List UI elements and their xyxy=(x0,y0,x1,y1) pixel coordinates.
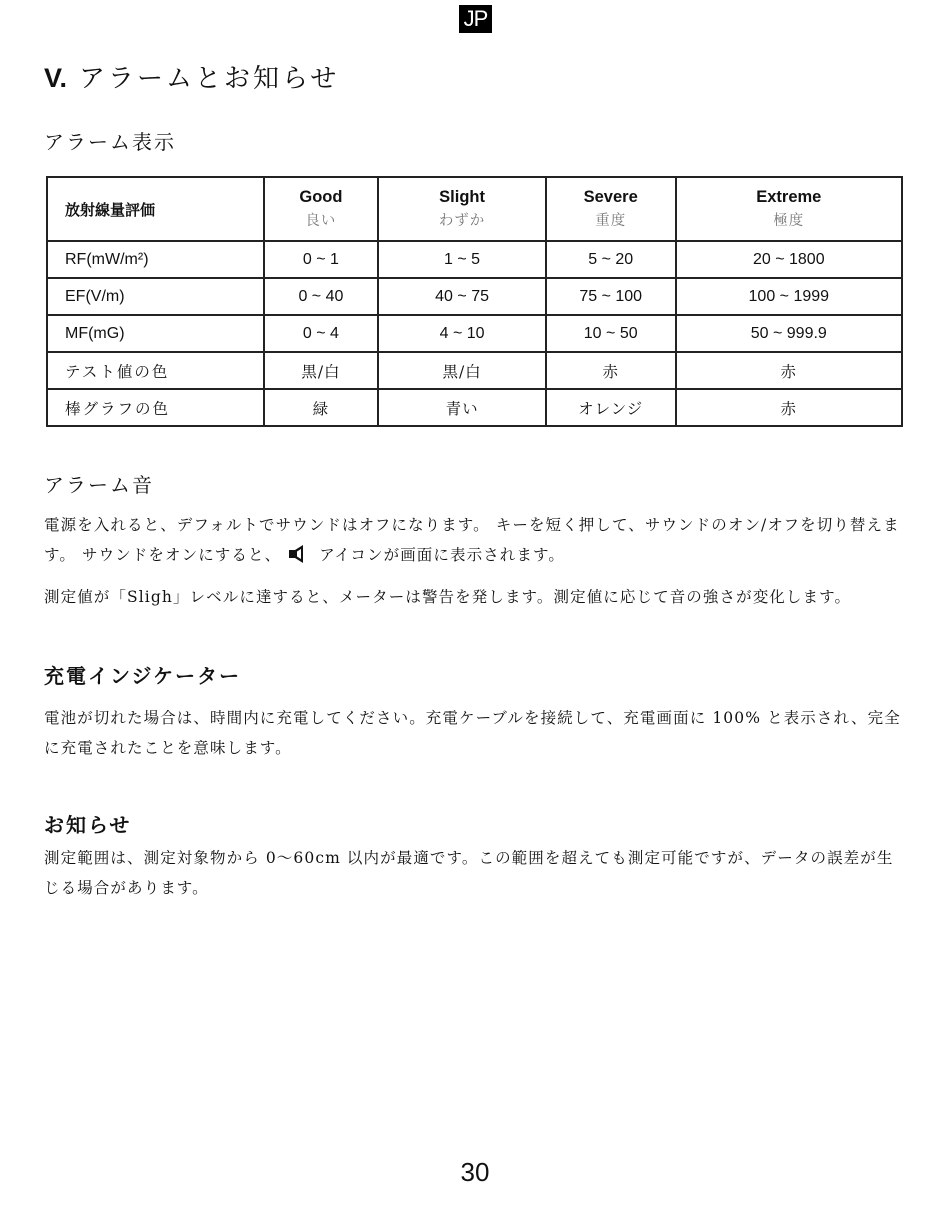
charging-heading: 充電インジケーター xyxy=(44,664,242,688)
language-badge: JP xyxy=(459,5,492,33)
table-row-rf xyxy=(47,241,902,278)
table-cell: 100 ~ 1999 xyxy=(676,278,902,315)
alarm-sound-text-after-icon: アイコンが画面に表示されます。 xyxy=(319,546,565,564)
table-cell: 青い xyxy=(378,389,546,426)
chapter-title-text: アラームとお知らせ xyxy=(79,64,340,94)
alarm-table-header-row xyxy=(47,177,902,241)
notice-paragraph: 測定範囲は、測定対象物から 0〜60cm 以内が最適です。この範囲を超えても測定可能ですが、データの誤差が生じる場合があります。 xyxy=(44,849,894,897)
alarm-sound-heading: アラーム音 xyxy=(44,473,154,497)
table-cell: 50 ~ 999.9 xyxy=(676,315,902,352)
row-label: EF(V/m) xyxy=(47,278,264,315)
page-number: 30 xyxy=(460,1157,490,1187)
chapter-title xyxy=(44,58,339,99)
chapter-number: V. xyxy=(44,63,68,93)
row-label: RF(mW/m²) xyxy=(47,241,264,278)
level-name-jp: 極度 xyxy=(773,213,805,229)
table-cell: 赤 xyxy=(546,352,676,389)
level-name-en: Slight xyxy=(439,188,485,206)
table-cell: 5 ~ 20 xyxy=(546,241,676,278)
table-cell: 20 ~ 1800 xyxy=(676,241,902,278)
table-row-bar-color xyxy=(47,389,902,426)
table-corner-label: 放射線量評価 xyxy=(47,177,264,241)
table-cell: 40 ~ 75 xyxy=(378,278,546,315)
table-row-mf xyxy=(47,315,902,352)
table-cell: 1 ~ 5 xyxy=(378,241,546,278)
level-header-severe xyxy=(546,177,676,241)
alarm-sound-paragraph-2: 測定値が「Sligh」レベルに達すると、メーターは警告を発します。測定値に応じて音の強さが変化します。 xyxy=(44,588,852,606)
level-name-en: Good xyxy=(299,188,343,206)
table-cell: 赤 xyxy=(676,389,902,426)
level-name-jp: 重度 xyxy=(595,213,627,229)
alarm-table xyxy=(46,176,903,427)
table-cell: 10 ~ 50 xyxy=(546,315,676,352)
level-name-jp: 良い xyxy=(305,213,337,229)
table-cell: 黒/白 xyxy=(264,352,379,389)
speaker-icon xyxy=(287,544,313,564)
row-label: MF(mG) xyxy=(47,315,264,352)
level-header-good xyxy=(264,177,379,241)
alarm-sound-text-before-icon: 電源を入れると、デフォルトでサウンドはオフになります。 キーを短く押して、サウンドのオン/オフを切り替えます。 サウンドをオンにすると、 xyxy=(44,516,900,564)
notice-heading: お知らせ xyxy=(44,813,132,837)
table-cell: 黒/白 xyxy=(378,352,546,389)
alarm-display-heading: アラーム表示 xyxy=(44,130,176,154)
table-cell: 0 ~ 4 xyxy=(264,315,379,352)
row-label: テスト値の色 xyxy=(47,352,264,389)
charging-paragraph: 電池が切れた場合は、時間内に充電してください。充電ケーブルを接続して、充電画面に 100% と表示され、完全に充電されたことを意味します。 xyxy=(44,709,901,757)
table-cell: 赤 xyxy=(676,352,902,389)
level-name-jp: わずか xyxy=(438,213,486,229)
table-cell: 75 ~ 100 xyxy=(546,278,676,315)
level-name-en: Severe xyxy=(583,188,638,206)
level-header-extreme xyxy=(676,177,902,241)
level-name-en: Extreme xyxy=(756,188,822,206)
table-row-ef xyxy=(47,278,902,315)
alarm-sound-paragraph-1 xyxy=(44,510,910,570)
table-cell: オレンジ xyxy=(546,389,676,426)
level-header-slight xyxy=(378,177,546,241)
row-label: 棒グラフの色 xyxy=(47,389,264,426)
table-cell: 0 ~ 40 xyxy=(264,278,379,315)
table-row-test-color xyxy=(47,352,902,389)
table-cell: 緑 xyxy=(264,389,379,426)
table-cell: 4 ~ 10 xyxy=(378,315,546,352)
table-cell: 0 ~ 1 xyxy=(264,241,379,278)
